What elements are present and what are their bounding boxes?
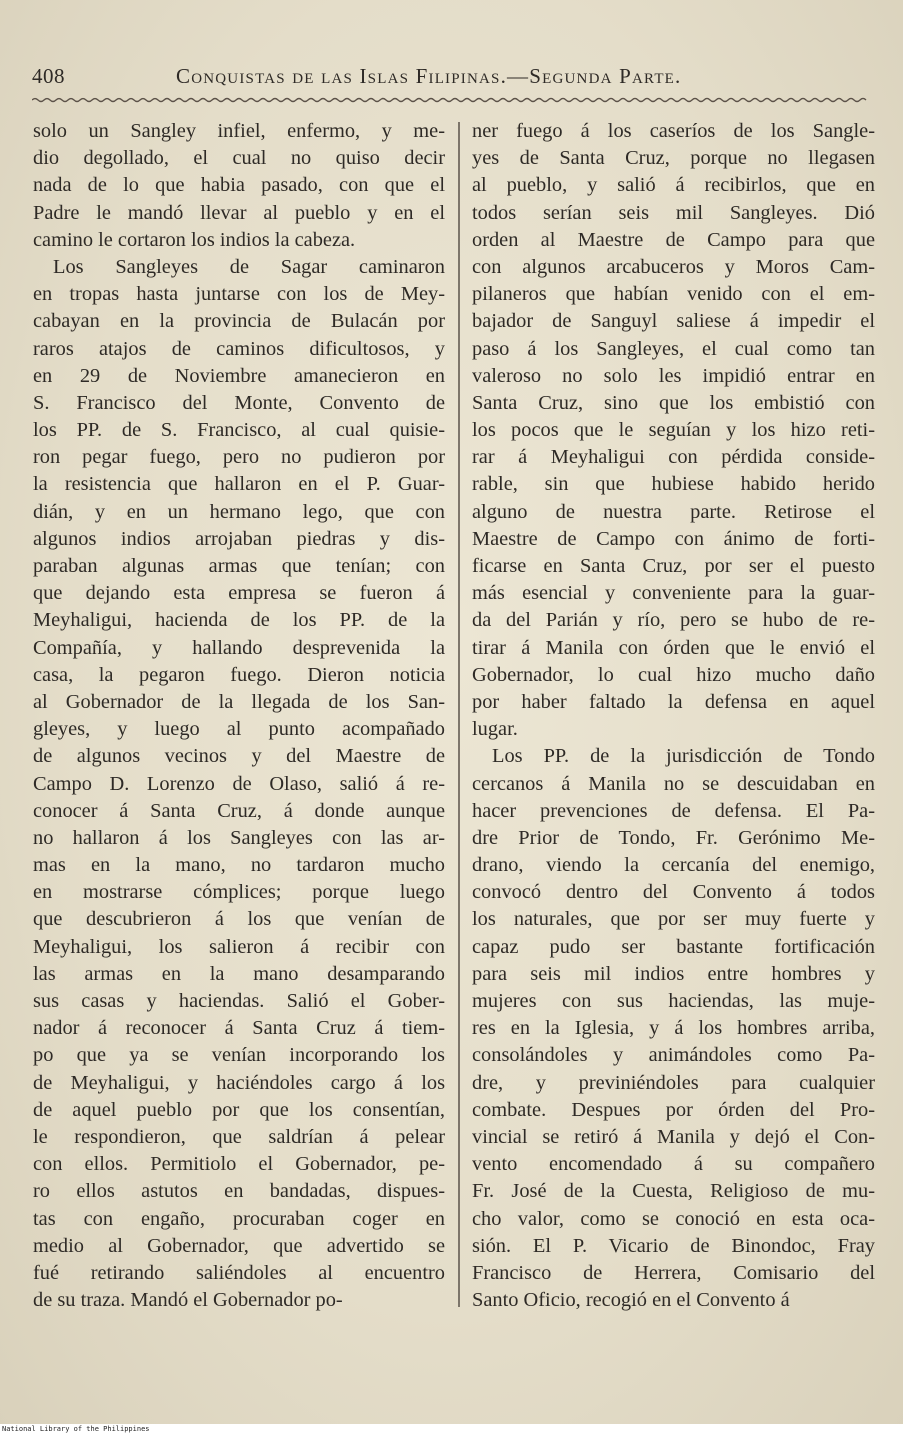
text-line: Santo Oficio, recogió en el Convento á <box>472 1289 790 1312</box>
text-line: consolándoles y animándoles como Pa- <box>472 1044 875 1067</box>
text-line: que dejando esta empresa se fueron á <box>33 582 445 605</box>
text-line: los pocos que le seguían y los hizo reti- <box>472 419 875 442</box>
text-line: rable, sin que hubiese habido herido <box>472 473 875 496</box>
text-line: no hallaron á los Sangleyes con las ar- <box>33 826 445 849</box>
text-line: lugar. <box>472 718 518 741</box>
text-line: po que ya se venían incorporando los <box>33 1044 445 1067</box>
text-line: vincial se retiró á Manila y dejó el Con- <box>472 1125 875 1148</box>
text-line: da del Parián y río, pero se hubo de re- <box>472 609 875 632</box>
running-head: Conquistas de las Islas Filipinas.—Segunda Parte. <box>176 64 682 88</box>
text-line: de su traza. Mandó el Gobernador po- <box>33 1289 343 1312</box>
text-line: cabayan en la provincia de Bulacán por <box>33 310 445 333</box>
text-line: orden al Maestre de Campo para que <box>472 228 875 251</box>
text-line: camino le cortaron los indios la cabeza. <box>33 228 356 251</box>
text-line: dio degollado, el cual no quiso decir <box>33 147 445 170</box>
text-line: Meyhaligui, hacienda de los PP. de la <box>33 609 445 632</box>
text-line: Los PP. de la jurisdicción de Tondo <box>492 745 875 768</box>
text-line: sión. El P. Vicario de Binondoc, Fray <box>472 1234 875 1257</box>
text-line: tas con engaño, procuraban coger en <box>33 1207 445 1230</box>
text-line: combate. Despues por órden del Pro- <box>472 1098 875 1121</box>
text-line: Santa Cruz, sino que los embistió con <box>472 391 875 414</box>
text-line: cercanos á Manila no se descuidaban en <box>472 772 875 795</box>
text-line: yes de Santa Cruz, porque no llegasen <box>472 147 875 170</box>
header-rule <box>32 96 870 104</box>
text-line: de aquel pueblo por que los consentían, <box>33 1098 445 1121</box>
text-line: tirar á Manila con órden que le envió el <box>472 636 875 659</box>
text-line: al Gobernador de la llegada de los San- <box>33 690 445 713</box>
right-column <box>472 118 875 1314</box>
text-line: con ellos. Permitiolo el Gobernador, pe- <box>33 1153 445 1176</box>
text-line: las armas en la mano desamparando <box>33 962 445 985</box>
text-line: algunos indios arrojaban piedras y dis- <box>33 527 445 550</box>
text-line: mas en la mano, no tardaron mucho <box>33 854 445 877</box>
text-line: ner fuego á los caseríos de los Sangle- <box>472 120 875 142</box>
text-line: de Meyhaligui, y haciéndoles cargo á los <box>33 1071 445 1094</box>
text-line: conocer á Santa Cruz, á donde aunque <box>33 799 445 822</box>
text-line: Compañía, y hallando desprevenida la <box>33 636 445 659</box>
text-line: los naturales, que por ser muy fuerte y <box>472 908 875 931</box>
text-line: al pueblo, y salió á recibirlos, que en <box>472 174 875 197</box>
page-number: 408 <box>32 64 65 88</box>
text-line: nada de lo que habia pasado, con que el <box>33 174 445 197</box>
text-line: que descubrieron á los que venían de <box>33 908 445 931</box>
text-line: ro ellos astutos en bandadas, dispues- <box>33 1180 445 1203</box>
text-line: más esencial y conveniente para la guar- <box>472 582 875 605</box>
text-line: Campo D. Lorenzo de Olaso, salió á re- <box>33 772 445 795</box>
text-line: Los Sangleyes de Sagar caminaron <box>53 255 445 278</box>
text-line: paso á los Sangleyes, el cual como tan <box>472 337 875 360</box>
text-line: S. Francisco del Monte, Convento de <box>33 391 445 414</box>
text-line: para seis mil indios entre hombres y <box>472 962 875 985</box>
text-line: ron pegar fuego, pero no pudieron por <box>33 446 445 469</box>
text-line: de algunos vecinos y del Maestre de <box>33 745 445 768</box>
text-line: por haber faltado la defensa en aquel <box>472 690 875 713</box>
text-line: rar á Meyhaligui con pérdida conside- <box>472 446 875 469</box>
text-line: dián, y en un hermano lego, que con <box>33 500 445 523</box>
text-line: Gobernador, lo cual hizo mucho daño <box>472 663 875 686</box>
text-line: mujeres con sus haciendas, las muje- <box>472 990 875 1012</box>
text-line: solo un Sangley infiel, enfermo, y me- <box>33 120 445 142</box>
text-line: Francisco de Herrera, Comisario del <box>472 1261 875 1284</box>
text-line: dre Prior de Tondo, Fr. Gerónimo Me- <box>472 826 875 849</box>
text-line: la resistencia que hallaron en el P. Guar- <box>33 473 445 496</box>
text-line: en mostrarse cómplices; porque luego <box>33 881 445 904</box>
text-line: sus casas y haciendas. Salió el Gober- <box>33 990 445 1012</box>
text-line: con algunos arcabuceros y Moros Cam- <box>472 255 875 278</box>
text-line: pilaneros que habían venido con el em- <box>472 283 875 306</box>
text-line: medio al Gobernador, que advertido se <box>33 1234 445 1257</box>
text-line: los PP. de S. Francisco, al cual quisie- <box>33 419 445 442</box>
page-header <box>32 60 872 92</box>
text-line: Maestre de Campo con ánimo de forti- <box>472 527 875 550</box>
text-line: dre, y previniéndoles para cualquier <box>472 1071 875 1094</box>
text-line: Meyhaligui, los salieron á recibir con <box>33 935 445 958</box>
text-line: Padre le mandó llevar al pueblo y en el <box>33 201 445 224</box>
text-line: capaz pudo ser bastante fortificación <box>472 935 875 958</box>
text-line: en tropas hasta juntarse con los de Mey- <box>33 283 445 306</box>
text-line: le respondieron, que saldrían á pelear <box>33 1125 445 1148</box>
text-line: fué retirando saliéndoles al encuentro <box>33 1261 445 1284</box>
text-line: nador á reconocer á Santa Cruz á tiem- <box>33 1017 445 1040</box>
library-credit: National Library of the Philippines <box>2 1425 150 1433</box>
text-line: ficarse en Santa Cruz, por ser el puesto <box>472 555 875 577</box>
text-line: casa, la pegaron fuego. Dieron noticia <box>33 663 445 686</box>
text-line: en 29 de Noviembre amanecieron en <box>33 364 445 387</box>
text-line: alguno de nuestra parte. Retirose el <box>472 500 875 523</box>
text-line: gleyes, y luego al punto acompañado <box>33 718 445 741</box>
text-line: valeroso no solo les impidió entrar en <box>472 364 875 387</box>
text-line: Fr. José de la Cuesta, Religioso de mu- <box>472 1180 875 1203</box>
text-line: drano, viendo la cercanía del enemigo, <box>472 854 875 877</box>
text-line: convocó dentro del Convento á todos <box>472 881 875 904</box>
text-line: hacer prevenciones de defensa. El Pa- <box>472 799 875 822</box>
text-line: res en la Iglesia, y á los hombres arriba, <box>472 1017 875 1040</box>
text-line: bajador de Sanguyl saliese á impedir el <box>472 310 875 333</box>
column-divider <box>458 122 460 1307</box>
text-line: paraban algunas armas que tenían; con <box>33 555 445 577</box>
text-line: vento encomendado á su compañero <box>472 1153 875 1176</box>
left-column <box>33 118 445 1314</box>
text-line: cho valor, como se conoció en esta oca- <box>472 1207 875 1230</box>
text-line: raros atajos de caminos dificultosos, y <box>33 337 445 360</box>
text-line: todos serían seis mil Sangleyes. Dió <box>472 201 875 224</box>
